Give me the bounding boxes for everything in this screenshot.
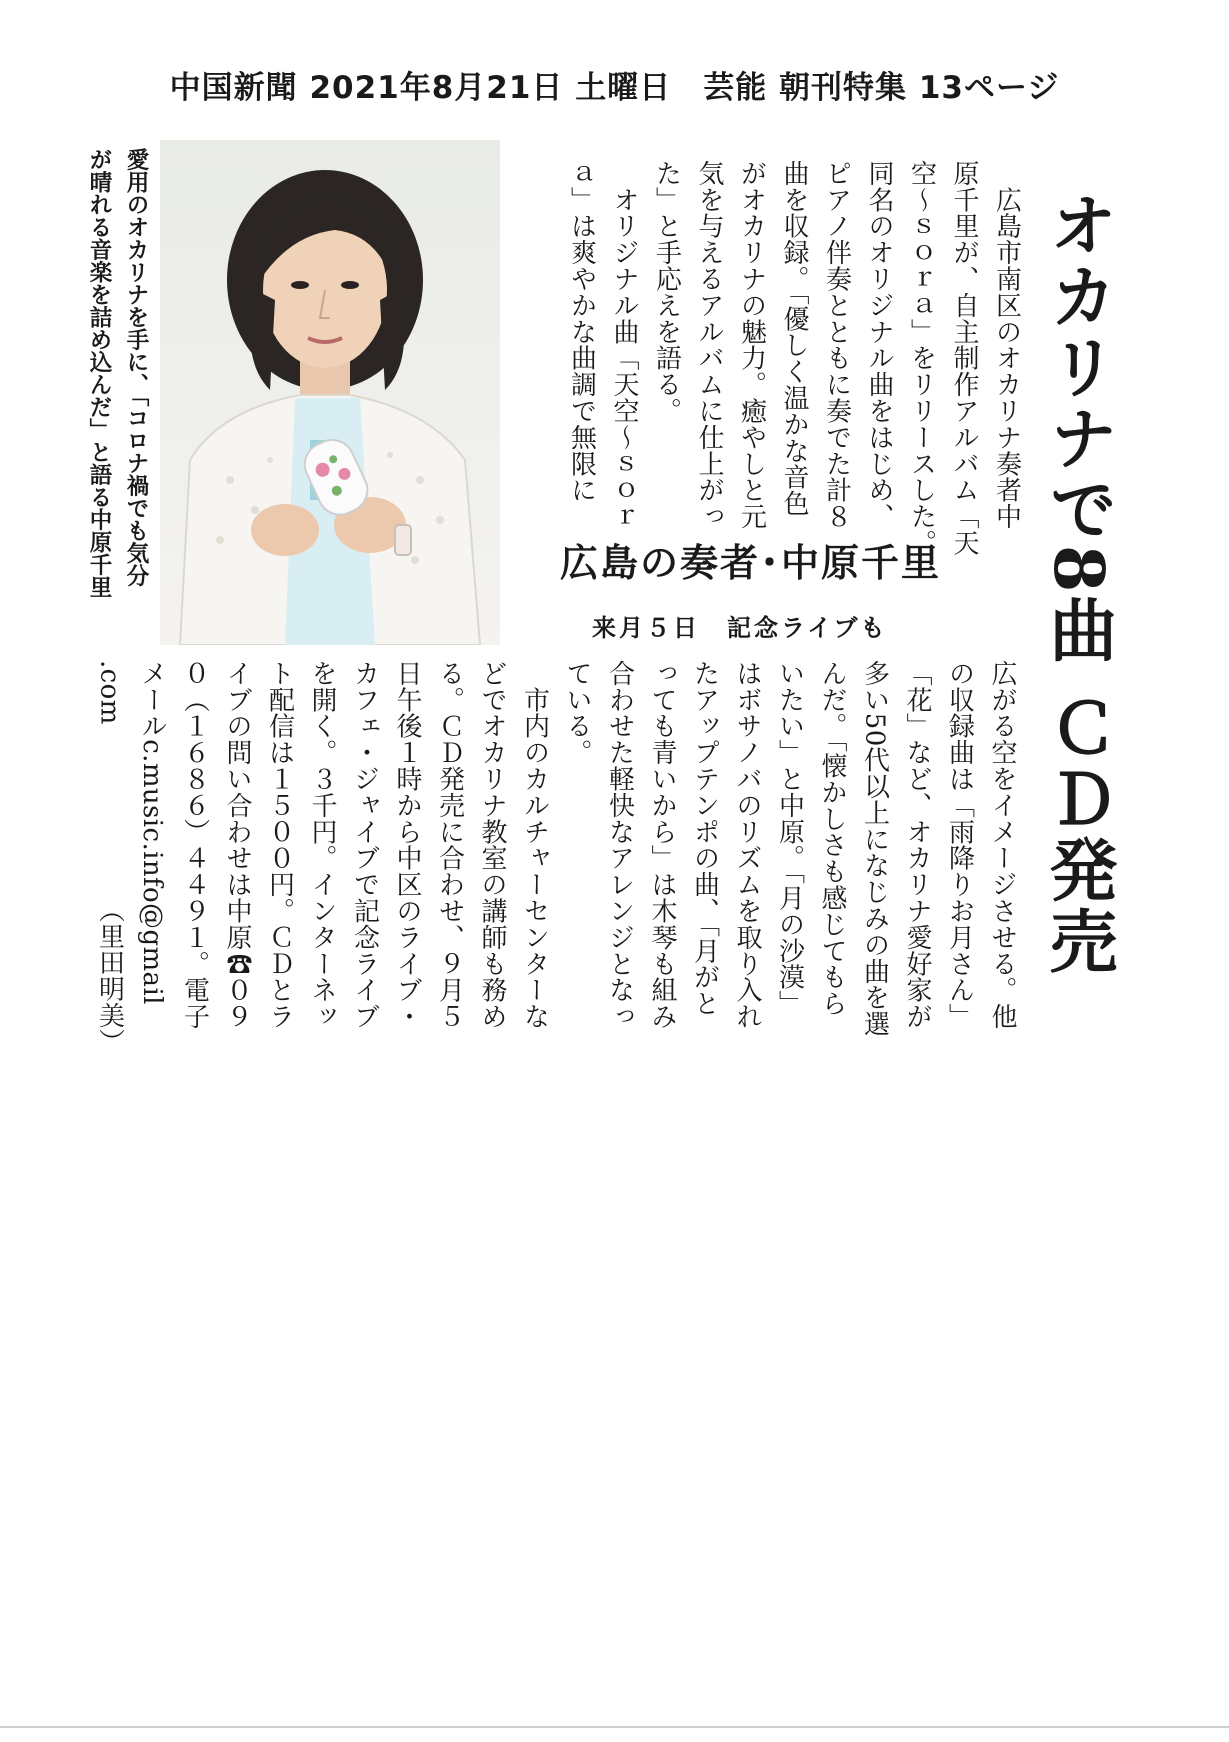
portrait-photo xyxy=(160,140,500,645)
article-body-lower: 広がる空をイメージさせる。他 の収録曲は「雨降りお月さん」 「花」など、オカリナ愛好家が 多い50代以上になじみの曲を選 んだ。「懐かしさも感じてもら いたい」と中原。「月の沙漠」 はボサノバのリズムを取り入れ たアップテンポの曲、「月がと っても青いから」は木琴も組み 合わせた軽快なアレンジとなっ ている。 市内のカルチャーセンターな どでオカリナ教室の講師も務め る。ＣＤ発売に合わせ、９月５ 日午後１時から中区のライブ・ カフェ・ジャイブで記念ライブ を開く。３千円。インターネッ ト配信は１５００円。ＣＤとラ イブの問い合わせは中原☎０９ ０（１６８６）４４９１。電子 メールc.music.info@gmail .com （里田明美） xyxy=(94,660,1017,1055)
kicker: 来月５日 記念ライブも xyxy=(592,614,888,642)
article-body-upper: 広島市南区のオカリナ奏者中 原千里が、自主制作アルバム「天 空～ｓｏｒａ」をリリースした。 同名のオリジナル曲をはじめ、 ピアノ伴奏とともに奏でた計８ 曲を収録。「優しく温かな音色 がオカリナの魅力。癒やしと元 気を与えるアルバムに仕上がっ た」と手応えを語る。 オリジナル曲「天空～ｓｏｒ ａ」は爽やかな曲調で無限に xyxy=(566,160,1022,556)
photo-caption: 愛用のオカリナを手に、「コロナ禍でも気分 が晴れる音楽を詰め込んだ」と語る中原千里 xyxy=(86,148,149,598)
headline: オカリナで8曲 ＣＤ発売 xyxy=(1038,190,1118,977)
portrait-illustration xyxy=(160,140,500,645)
subheadline: 広島の奏者･中原千里 xyxy=(560,540,942,585)
bottom-rule xyxy=(0,1726,1229,1728)
newspaper-header: 中国新聞 2021年8月21日 土曜日 芸能 朝刊特集 13ページ xyxy=(169,70,1060,106)
